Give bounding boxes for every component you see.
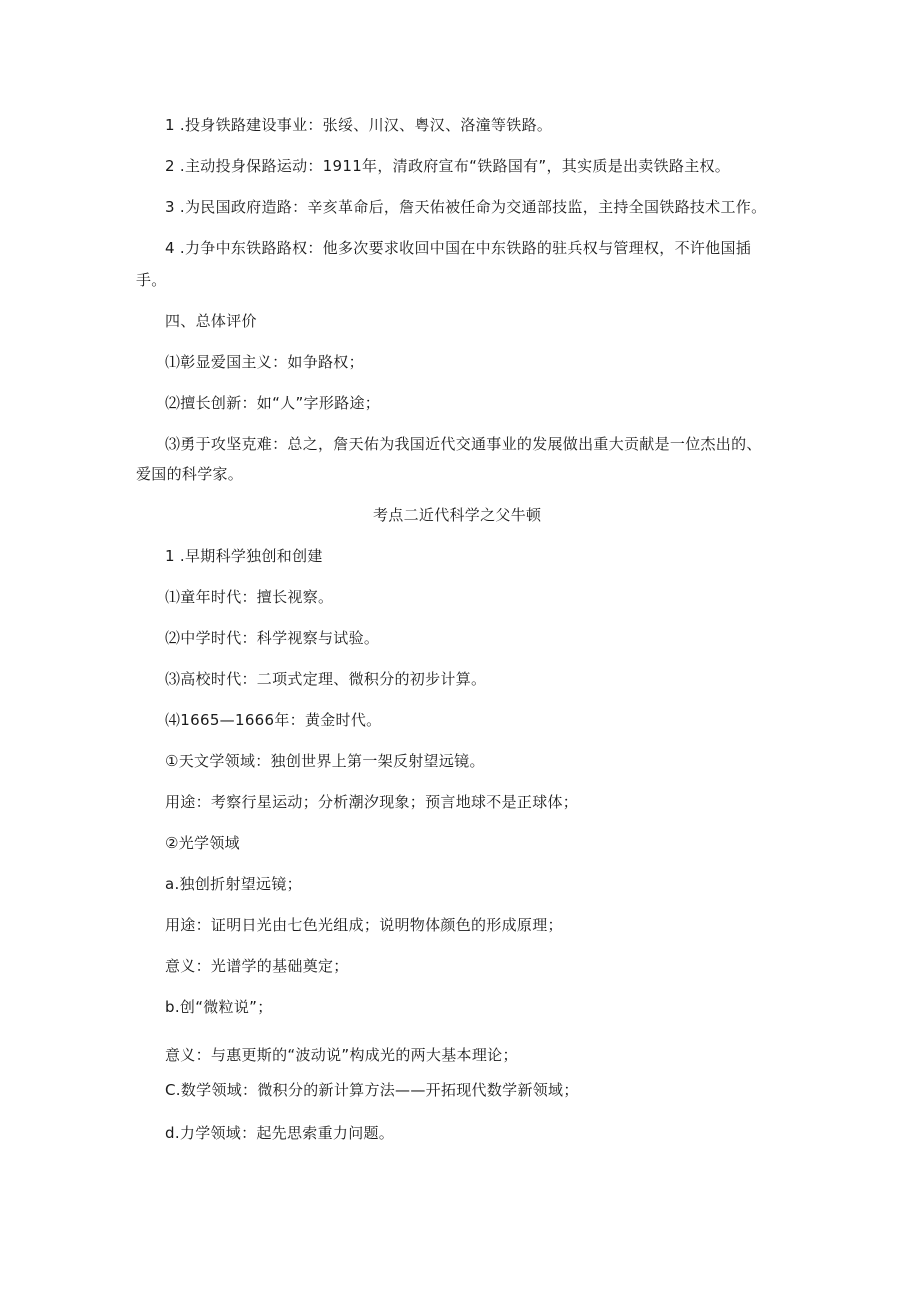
astronomy-uses: 用途：考察行星运动；分析潮汐现象；预言地球不是正球体； (165, 793, 579, 811)
optics-item-a-uses: 用途：证明日光由七色光组成；说明物体颜色的形成原理； (165, 916, 563, 934)
newton-subitem-1: ⑴童年时代：擅长视察。 (165, 588, 334, 606)
newton-subitem-4: ⑷1665—1666年：黄金时代。 (165, 711, 382, 729)
evaluation-item-3-continued: 爱国的科学家。 (136, 465, 244, 483)
newton-subitem-2: ⑵中学时代：科学视察与试验。 (165, 629, 380, 647)
optics-item-a: a.独创折射望远镜； (165, 875, 302, 893)
paragraph-item-3: 3 .为民国政府造路：辛亥革命后，詹天佑被任命为交通部技监，主持全国铁路技术工作。 (165, 198, 767, 216)
optics-item-a-significance: 意义：光谱学的基础奠定； (165, 957, 349, 975)
evaluation-item-2: ⑵擅长创新：如“人”字形路途； (165, 394, 381, 412)
section-title-newton: 考点二近代科学之父牛顿 (373, 506, 542, 524)
newton-subitem-3: ⑶高校时代：二项式定理、微积分的初步计算。 (165, 670, 487, 688)
paragraph-item-4: 4 .力争中东铁路路权：他多次要求收回中国在中东铁路的驻兵权与管理权，不许他国插 (165, 239, 752, 257)
optics-item-b: b.创“微粒说”； (165, 998, 273, 1016)
evaluation-item-3: ⑶勇于攻坚克难：总之，詹天佑为我国近代交通事业的发展做出重大贡献是一位杰出的、 (165, 435, 762, 453)
newton-item-1: 1 .早期科学独创和创建 (165, 547, 323, 565)
optics-item-b-significance: 意义：与惠更斯的“波动说”构成光的两大基本理论； (165, 1046, 518, 1064)
astronomy-field: ①天文学领域：独创世界上第一架反射望远镜。 (165, 752, 485, 770)
mathematics-field: C.数学领域：微积分的新计算方法——开拓现代数学新领域； (165, 1081, 579, 1099)
paragraph-item-2: 2 .主动投身保路运动：1911年，清政府宣布“铁路国有”，其实质是出卖铁路主权。 (165, 157, 731, 175)
paragraph-item-1: 1 .投身铁路建设事业：张绥、川汉、粤汉、洛潼等铁路。 (165, 116, 553, 134)
mechanics-field: d.力学领域：起先思索重力问题。 (165, 1124, 395, 1142)
optics-field: ②光学领域 (165, 834, 240, 852)
section-heading-evaluation: 四、总体评价 (165, 312, 257, 330)
paragraph-item-4-continued: 手。 (136, 271, 167, 289)
evaluation-item-1: ⑴彰显爱国主义：如争路权； (165, 353, 364, 371)
